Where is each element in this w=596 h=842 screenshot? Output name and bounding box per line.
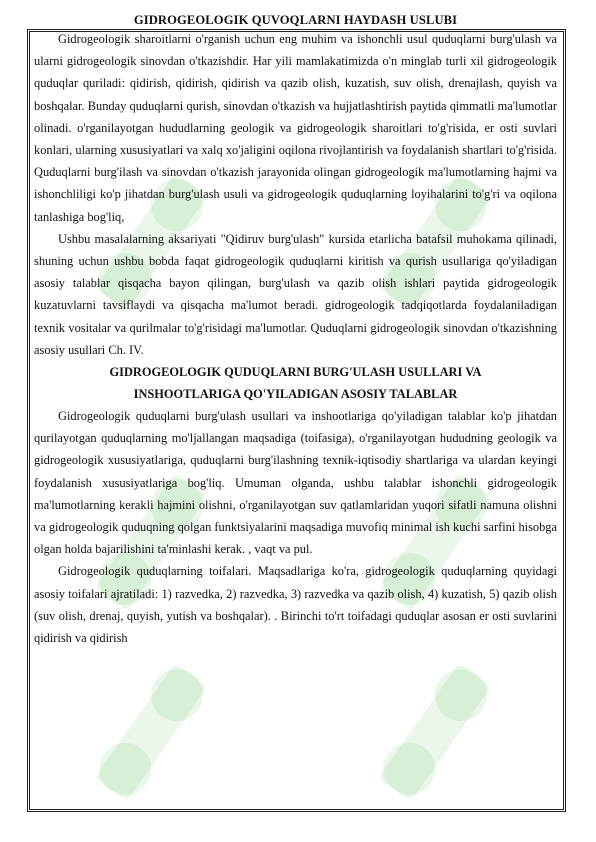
document-title: GIDROGEOLOGIK QUVOQLARNI HAYDASH USLUBI xyxy=(133,13,458,27)
paragraph-requirements: Gidrogeologik quduqlarni burg'ulash usullari va inshootlariga qo'yiladigan talablar ko'p jihatdan qurilayotgan quduqlarning mo'ljallangan maqsadiga (toifasiga), o'rganilayotgan hududning geologik va gidrogeologik xususiyatlariga, quduqlarni burg'ilashning texnik-iqtisodiy shartlariga va ulardan keyingi foydalanish xususiyatlariga bog'liq. Umuman olganda, ushbu talablar ishonchli gidrogeologik ma'lumotlarning kerakli hajmini olishni, o'rganilayotgan suv qatlamlaridan yuqori sifatli namuna olishni va gidrogeologik quduqning qolgan funktsiyalarini maqsadiga muvofiq minimal ish kuchi sarfini hisobga olgan holda bajarilishini ta'minlashi kerak. , vaqt va pul. xyxy=(34,409,557,557)
section-heading-line-1: GIDROGEOLOGIK QUDUQLARNI BURG'ULASH USULLARI VA xyxy=(109,365,482,380)
paragraph-scope: Ushbu masalalarning aksariyati "Qidiruv burg'ulash" kursida etarlicha batafsil muhokama qilinadi, shuning uchun ushbu bobda faqat gidrogeologik quduqlarni kiritish va qurish usullariga qo'yiladigan asosiy talablar qisqacha bayon qilingan, burg'ulash va qazib olish ishlari paytida gidrogeologik kuzatuvlarni tavsiflaydi va qisqacha ma'lumot beradi. gidrogeologik tadqiqotlarda foydalaniladigan texnik vositalar va qurilmalar to'g'risidagi ma'lumotlar. Quduqlarni gidrogeologik sinovdan o'tkazishning asosiy usullari Ch. IV. xyxy=(34,231,557,357)
document-body xyxy=(34,12,557,790)
paragraph-intro: Gidrogeologik sharoitlarni o'rganish uchun eng muhim va ishonchli usul quduqlarni burg'ulash va ularni gidrogeologik sinovdan o'tkazishdir. Har yili mamlakatimizda o'n minglab turli xil gidrogeologik quduqlar quriladi: qidirish, qidirish, qidirish va qazib olish, kuzatish, suv olish, drenajlash, quyish va boshqalar. Bunday quduqlarni qurish, sinovdan o'tkazish va hujjatlashtirish paytida qimmatli ma'lumotlar olinadi. o'rganilayotgan hududlarning geologik va gidrogeologik sharoitlari to'g'risida, er osti suvlari konlari, ularning xususiyatlari va xalq xo'jaligini oqilona rivojlantirish va foydalanish shartlari to'g'risida. Quduqlarni burg'ilash va sinovdan o'tkazish jarayonida olingan gidrogeologik ma'lumotlarning hajmi va ishonchliligi ko'p jihatdan burg'ulash usuli va gidrogeologik quduqlarning loyihalarini to'g'ri va oqilona tanlashiga bog'liq, xyxy=(34,32,557,224)
section-heading-line-2: INSHOOTLARIGA QO'YILADIGAN ASOSIY TALABLAR xyxy=(133,387,458,402)
paragraph-categories: Gidrogeologik quduqlarning toifalari. Maqsadlariga ko'ra, gidrogeologik quduqlarning quyidagi asosiy toifalari ajratiladi: 1) razvedka, 2) razvedka, 3) razvedka va qazib olish, 4) kuzatish, 5) qazib olish (suv olish, drenaj, quyish, yutish va boshqalar). . Birinchi to'rt toifadagi quduqlar asosan er osti suvlarini qidirish va qidirish xyxy=(34,564,557,646)
